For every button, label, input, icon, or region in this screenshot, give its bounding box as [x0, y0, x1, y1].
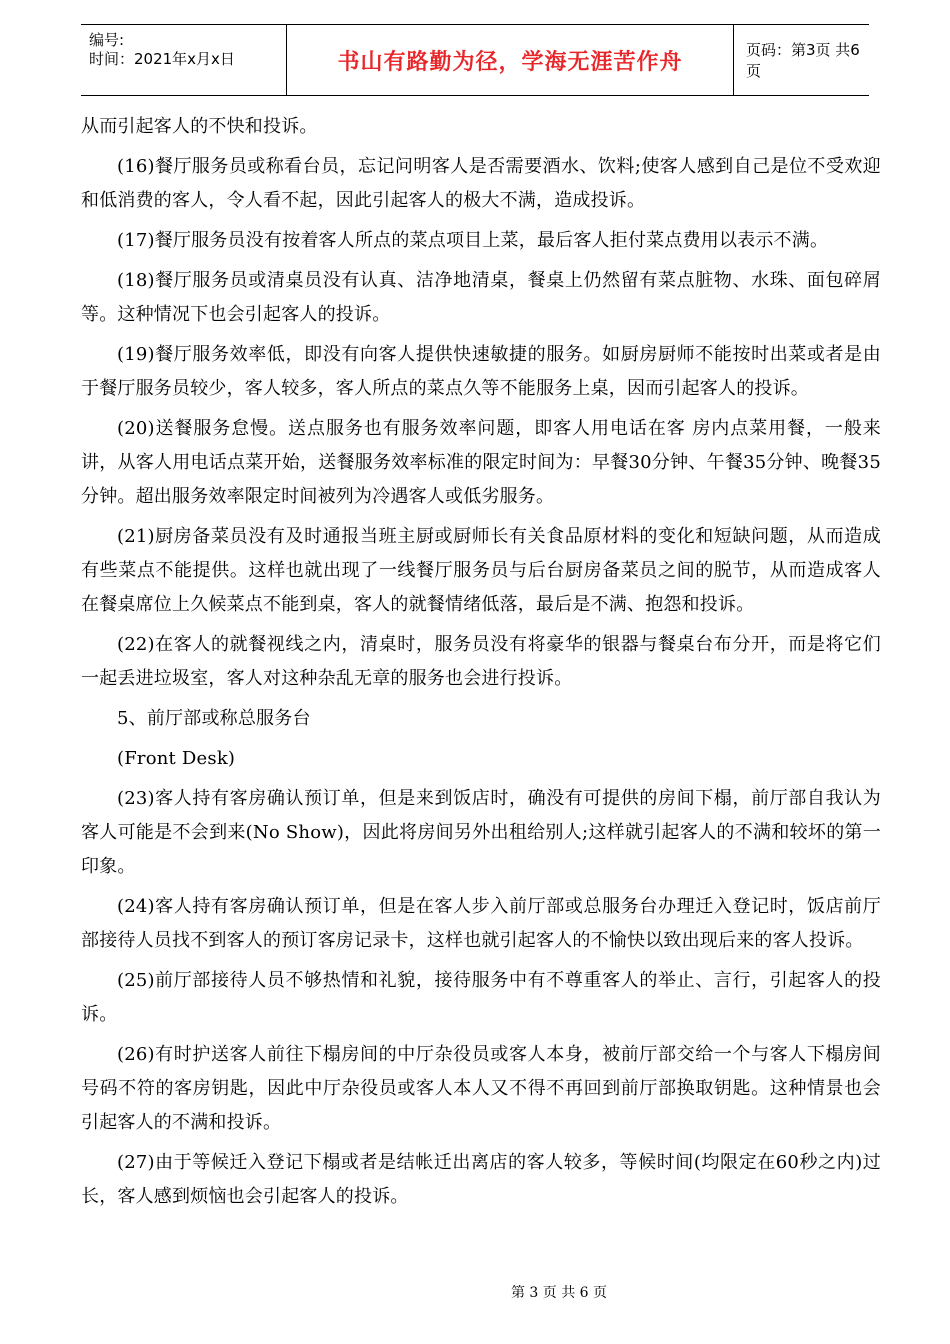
paragraph: (25)前厅部接待人员不够热情和礼貌，接待服务中有不尊重客人的举止、言行，引起客人的投诉。 [81, 970, 881, 1025]
paragraph: (24)客人持有客房确认预订单，但是在客人步入前厅部或总服务台办理迁入登记时，饭店前厅部接待人员找不到客人的预订客房记录卡，这样也就引起客人的不愉快以致出现后来的客人投诉。 [81, 896, 881, 951]
document-time-label: 时间：2021年x月x日 [89, 50, 235, 68]
page-footer: 第 3 页 共 6 页 [510, 1285, 608, 1301]
paragraph: 从而引起客人的不快和投诉。 [81, 116, 318, 137]
paragraph: (16)餐厅服务员或称看台员，忘记问明客人是否需要酒水、饮料;使客人感到自己是位不受欢迎和低消费的客人，令人看不起，因此引起客人的极大不满，造成投诉。 [81, 156, 881, 211]
paragraph: (27)由于等候迁入登记下榻或者是结帐迁出离店的客人较多，等候时间(均限定在60秒之内)过长，客人感到烦恼也会引起客人的投诉。 [81, 1152, 881, 1207]
paragraph: (18)餐厅服务员或清桌员没有认真、洁净地清桌，餐桌上仍然留有菜点脏物、水珠、面包碎屑等。这种情况下也会引起客人的投诉。 [81, 270, 881, 325]
document-body [81, 110, 881, 1220]
paragraph: (23)客人持有客房确认预订单，但是来到饭店时，确没有可提供的房间下榻，前厅部自我认为客人可能是不会到来(No Show)，因此将房间另外出租给别人;这样就引起客人的不满和较坏的第一印象。 [81, 788, 881, 877]
paragraph: (26)有时护送客人前往下榻房间的中厅杂役员或客人本身，被前厅部交给一个与客人下榻房间号码不符的客房钥匙，因此中厅杂役员或客人本人又不得不再回到前厅部换取钥匙。这种情景也会引起客人的不满和投诉。 [81, 1044, 881, 1133]
header-motto: 书山有路勤为径，学海无涯苦作舟 [286, 25, 734, 95]
paragraph: (21)厨房备菜员没有及时通报当班主厨或厨师长有关食品原材料的变化和短缺问题，从而造成有些菜点不能提供。这样也就出现了一线餐厅服务员与后台厨房备菜员之间的脱节，从而造成客人在餐桌席位上久候菜点不能到桌，客人的就餐情绪低落，最后是不满、抱怨和投诉。 [81, 526, 881, 615]
header-page-info: 页码：第3页 共6页 [746, 41, 860, 80]
paragraph: (19)餐厅服务效率低，即没有向客人提供快速敏捷的服务。如厨房厨师不能按时出菜或者是由于餐厅服务员较少，客人较多，客人所点的菜点久等不能服务上桌，因而引起客人的投诉。 [81, 344, 881, 399]
paragraph: (22)在客人的就餐视线之内，清桌时，服务员没有将豪华的银器与餐桌台布分开，而是将它们一起丢进垃圾室，客人对这种杂乱无章的服务也会进行投诉。 [81, 634, 881, 689]
document-number-label: 编号: [89, 31, 125, 49]
header-meta [81, 25, 286, 95]
section-subheading: (Front Desk) [117, 748, 236, 769]
page-header [81, 24, 869, 96]
paragraph: (17)餐厅服务员没有按着客人所点的菜点项目上菜，最后客人拒付菜点费用以表示不满。 [117, 230, 829, 251]
section-heading: 5、前厅部或称总服务台 [117, 708, 311, 729]
paragraph: (20)送餐服务怠慢。送点服务也有服务效率问题，即客人用电话在客 房内点菜用餐，一般来讲，从客人用电话点菜开始，送餐服务效率标准的限定时间为：早餐30分钟、午餐35分钟、晚餐35分钟。超出服务效率限定时间被列为冷遇客人或低劣服务。 [81, 418, 881, 507]
